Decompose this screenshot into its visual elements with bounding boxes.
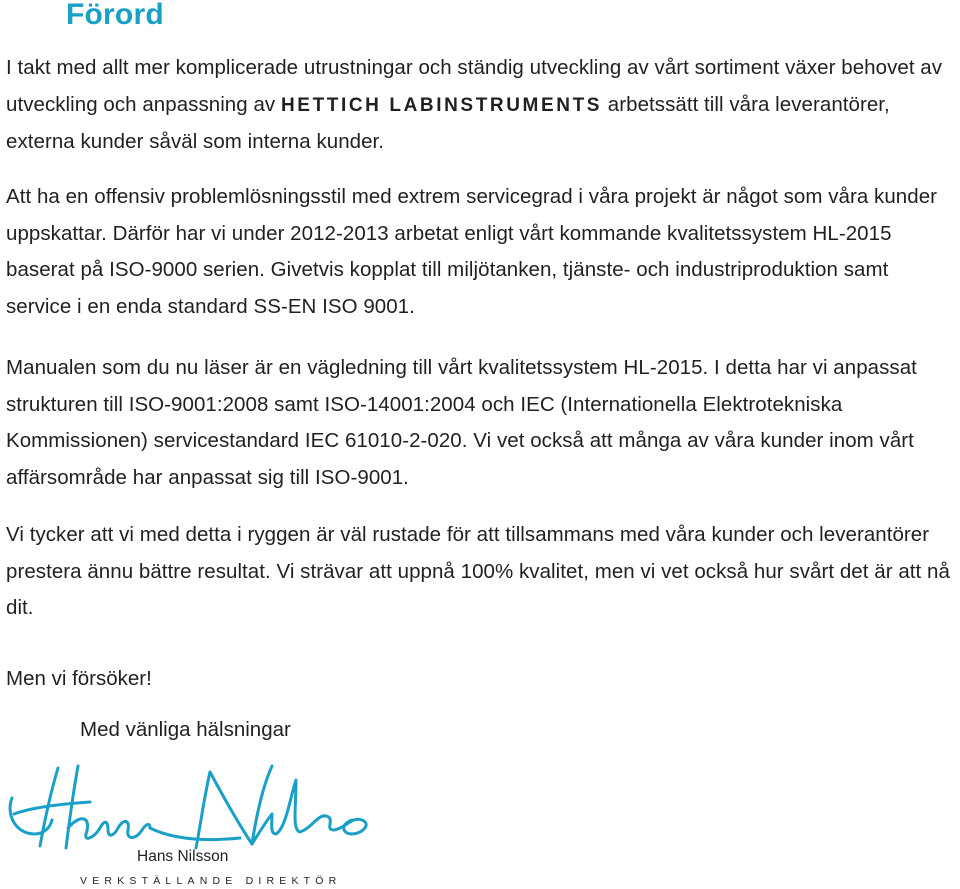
paragraph-1 xyxy=(6,50,956,161)
paragraph-3: Manualen som du nu läser är en vägledning till vårt kvalitetssystem HL-2015. I detta har vi anpassat strukturen till ISO-9001:2008 samt ISO-14001:2004 och IEC (Internationella Elektrotekniska Kommissionen) servicestandard IEC 61010-2-020. Vi vet också att många av våra kunder inom vårt affärsområde har anpassat sig till ISO-9001. xyxy=(6,356,917,489)
signer-name: Hans Nilsson xyxy=(137,848,229,865)
handwritten-signature xyxy=(0,758,380,858)
paragraph-1-before: I takt med allt mer komplicerade utrustningar och ständig utveckling av vårt sortiment växer behovet av utveckling och anpassning av xyxy=(6,56,943,116)
signer-title: VERKSTÄLLANDE DIREKTÖR xyxy=(80,875,342,887)
closing-line: Men vi försöker! xyxy=(6,667,152,690)
paragraph-4: Vi tycker att vi med detta i ryggen är väl rustade för att tillsammans med våra kunder och leverantörer prestera ännu bättre resultat. Vi strävar att uppnå 100% kvalitet, men vi vet också hur svårt det är att nå dit. xyxy=(6,523,950,619)
regards-line: Med vänliga hälsningar xyxy=(80,718,291,741)
brand-name: HETTICH LABINSTRUMENTS xyxy=(280,94,603,116)
paragraph-2: Att ha en offensiv problemlösningsstil med extrem servicegrad i våra projekt är något som våra kunder uppskattar. Därför har vi under 2012-2013 arbetat enligt vårt kommande kvalitetssystem HL-2015 baserat på ISO-9000 serien. Givetvis kopplat till miljötanken, tjänste- och industriproduktion samt service i en enda standard SS-EN ISO 9001. xyxy=(6,185,938,318)
page-title: Förord xyxy=(66,0,164,31)
paragraph-1-after: arbetssätt till våra leverantörer, externa kunder såväl som interna kunder. xyxy=(6,92,890,153)
